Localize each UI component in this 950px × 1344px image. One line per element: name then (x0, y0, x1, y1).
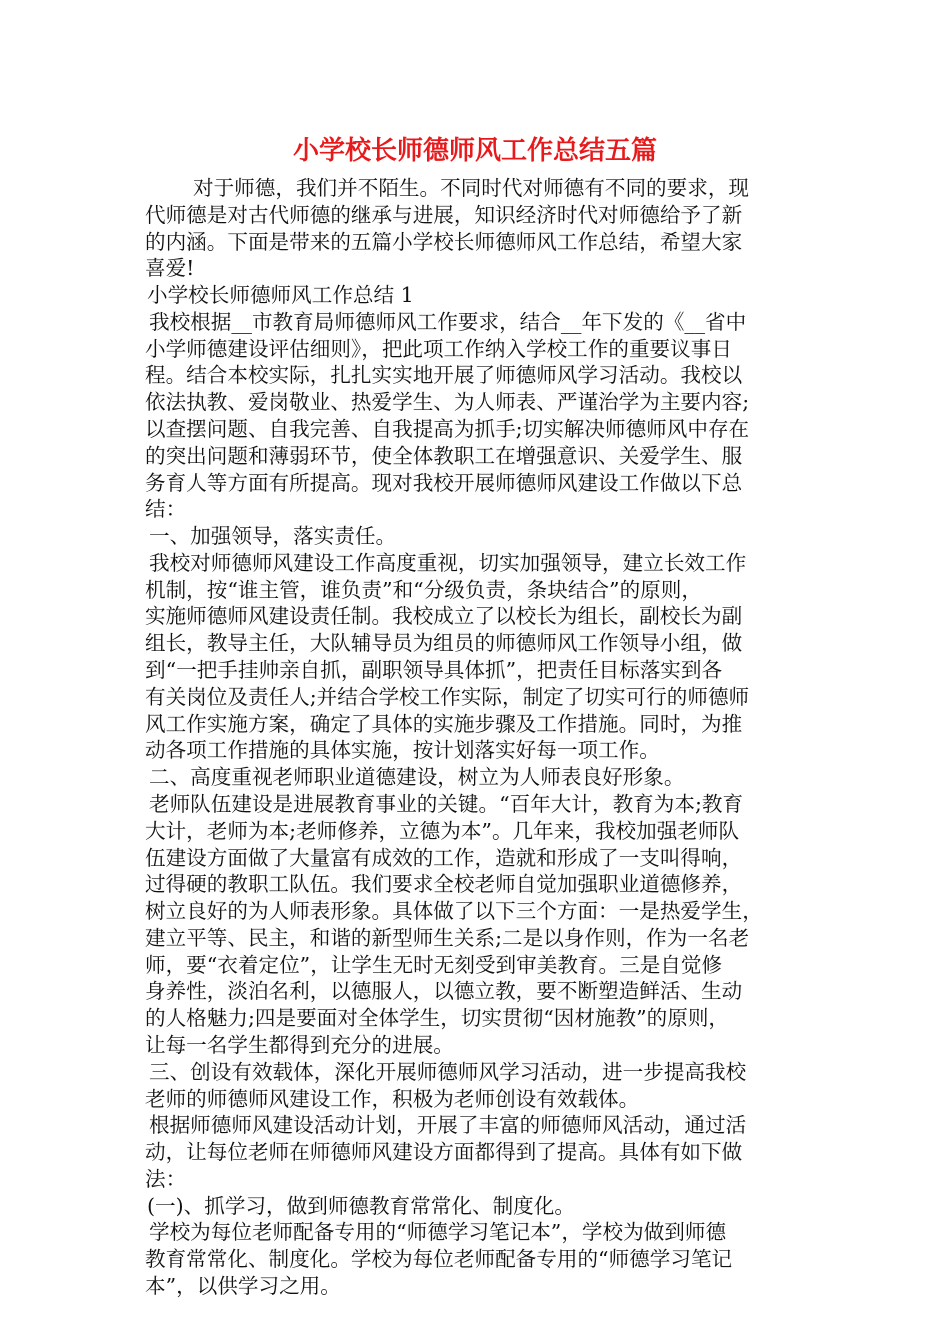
text-line: 过得硬的教职工队伍。我们要求全校老师自觉加强职业道德修养， (145, 872, 743, 896)
text-line: 教育常常化、制度化。学校为每位老师配备专用的“师德学习笔记 (145, 1247, 733, 1271)
text-line: 的突出问题和薄弱环节，使全体教职工在增强意识、关爱学生、服 (145, 444, 743, 468)
document-title: 小学校长师德师风工作总结五篇 (292, 136, 657, 166)
text-line: 本”，以供学习之用。 (145, 1274, 341, 1298)
text-line: (一)、抓学习，做到师德教育常常化、制度化。 (147, 1194, 575, 1218)
text-line: 伍建设方面做了大量富有成效的工作，造就和形成了一支叫得响， (145, 846, 743, 870)
text-line: 大计，老师为本;老师修养，立德为本”。几年来，我校加强老师队 (145, 819, 740, 843)
text-line: 建立平等、民主，和谐的新型师生关系;二是以身作则，作为一名老 (145, 926, 750, 950)
text-line: 我校对师德师风建设工作高度重视，切实加强领导，建立长效工作 (149, 551, 747, 575)
text-line: 老师的师德师风建设工作，积极为老师创设有效载体。 (145, 1087, 640, 1111)
text-line: 三、创设有效载体，深化开展师德师风学习活动，进一步提高我校 (149, 1060, 747, 1084)
text-line: 根据师德师风建设活动计划，开展了丰富的师德师风活动，通过活 (149, 1113, 747, 1137)
text-line: 依法执教、爱岗敬业、热爱学生、为人师表、严谨治学为主要内容; (145, 390, 750, 414)
text-line: 小学师德建设评估细则》，把此项工作纳入学校工作的重要议事日 (145, 337, 732, 361)
text-line: 法： (145, 1167, 187, 1191)
text-line: 老师队伍建设是进展教育事业的关键。“百年大计，教育为本;教育 (149, 792, 744, 816)
text-line: 风工作实施方案，确定了具体的实施步骤及工作措施。同时，为推 (145, 712, 743, 736)
text-line: 二、高度重视老师职业道德建设，树立为人师表良好形象。 (149, 765, 685, 789)
text-line: 一、加强领导，落实责任。 (149, 524, 397, 548)
text-line: 师，要“衣着定位”，让学生无时无刻受到审美教育。三是自觉修 (145, 953, 723, 977)
text-line: 结： (145, 497, 187, 521)
text-line: 实施师德师风建设责任制。我校成立了以校长为组长，副校长为副 (145, 604, 743, 628)
text-line: 小学校长师德师风工作总结 1 (147, 283, 414, 307)
text-line: 代师德是对古代师德的继承与进展，知识经济时代对师德给予了新 (145, 203, 743, 227)
text-line: 的人格魅力;四是要面对全体学生，切实贯彻“因材施教”的原则， (145, 1006, 730, 1030)
text-line: 动，让每位老师在师德师风建设方面都得到了提高。具体有如下做 (145, 1140, 743, 1164)
text-line: 机制，按“谁主管，谁负责”和“分级负责，条块结合”的原则， (145, 578, 702, 602)
text-line: 喜爱! (145, 256, 195, 280)
text-line: 有关岗位及责任人;并结合学校工作实际，制定了切实可行的师德师 (145, 685, 750, 709)
text-line: 务育人等方面有所提高。现对我校开展师德师风建设工作做以下总 (145, 471, 743, 495)
text-line: 以查摆问题、自我完善、自我提高为抓手;切实解决师德师风中存在 (145, 417, 750, 441)
text-line: 动各项工作措施的具体实施，按计划落实好每一项工作。 (145, 738, 660, 762)
text-line: 树立良好的为人师表形象。具体做了以下三个方面：一是热爱学生， (145, 899, 763, 923)
text-line: 到“一把手挂帅亲自抓，副职领导具体抓”，把责任目标落实到各 (145, 658, 723, 682)
text-line: 的内涵。下面是带来的五篇小学校长师德师风工作总结，希望大家 (145, 230, 743, 254)
text-line: 组长，教导主任，大队辅导员为组员的师德师风工作领导小组，做 (145, 631, 743, 655)
text-line: 让每一名学生都得到充分的进展。 (145, 1033, 454, 1057)
text-line: 程。结合本校实际，扎扎实实地开展了师德师风学习活动。我校以 (145, 363, 743, 387)
text-line: 学校为每位老师配备专用的“师德学习笔记本”，学校为做到师德 (149, 1220, 727, 1244)
text-line: 我校根据__市教育局师德师风工作要求，结合__年下发的《__省中 (149, 310, 747, 334)
text-line: 对于师德，我们并不陌生。不同时代对师德有不同的要求，现 (193, 176, 750, 200)
text-line: 身养性，淡泊名利，以德服人，以德立教，要不断塑造鲜活、生动 (145, 979, 743, 1003)
